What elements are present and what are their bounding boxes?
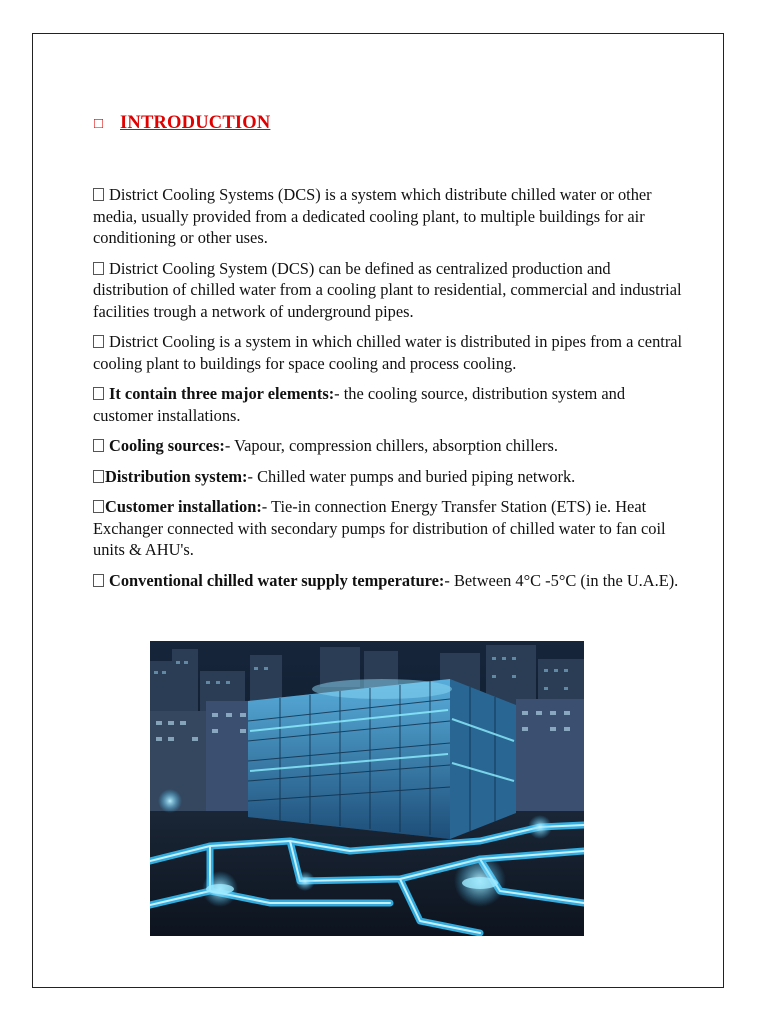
bullet-icon (93, 387, 104, 400)
section-heading (94, 113, 270, 134)
bullet-icon (93, 574, 104, 587)
paragraph: District Cooling is a system in which chilled water is distributed in pipes from a central cooling plant to buildings for space cooling and process cooling. (93, 332, 683, 373)
bullet-icon (93, 500, 104, 513)
paragraph: Conventional chilled water supply temperature:- Between 4°C -5°C (in the U.A.E). (93, 570, 683, 592)
body-text (93, 184, 683, 600)
bullet-icon (93, 262, 104, 275)
paragraph: District Cooling System (DCS) can be defined as centralized production and distribution of chilled water from a cooling plant to residential, commercial and industrial facilities trough a network of underground pipes. (93, 258, 682, 321)
city-night-illustration (150, 641, 584, 936)
bullet-icon (93, 335, 104, 348)
district-cooling-plant-image (150, 641, 584, 936)
paragraph: It contain three major elements:- the cooling source, distribution system and customer installations. (93, 384, 626, 425)
bullet-icon (93, 470, 104, 483)
bullet-icon (93, 188, 104, 201)
heading-title: INTRODUCTION (120, 113, 271, 133)
paragraph: Cooling sources:- Vapour, compression chillers, absorption chillers. (93, 435, 683, 457)
paragraph: District Cooling Systems (DCS) is a system which distribute chilled water or other media, usually provided from a dedicated cooling plant, to multiple buildings for air conditioning or other uses. (93, 185, 652, 247)
paragraph: Customer installation:- Tie-in connection Energy Transfer Station (ETS) ie. Heat Exchanger connected with secondary pumps for distribution of chilled water to fan coil units & AHU's. (93, 497, 666, 559)
paragraph: Distribution system:- Chilled water pumps and buried piping network. (93, 466, 683, 488)
bullet-icon (93, 439, 104, 452)
heading-bullet-icon: □ (94, 116, 104, 132)
